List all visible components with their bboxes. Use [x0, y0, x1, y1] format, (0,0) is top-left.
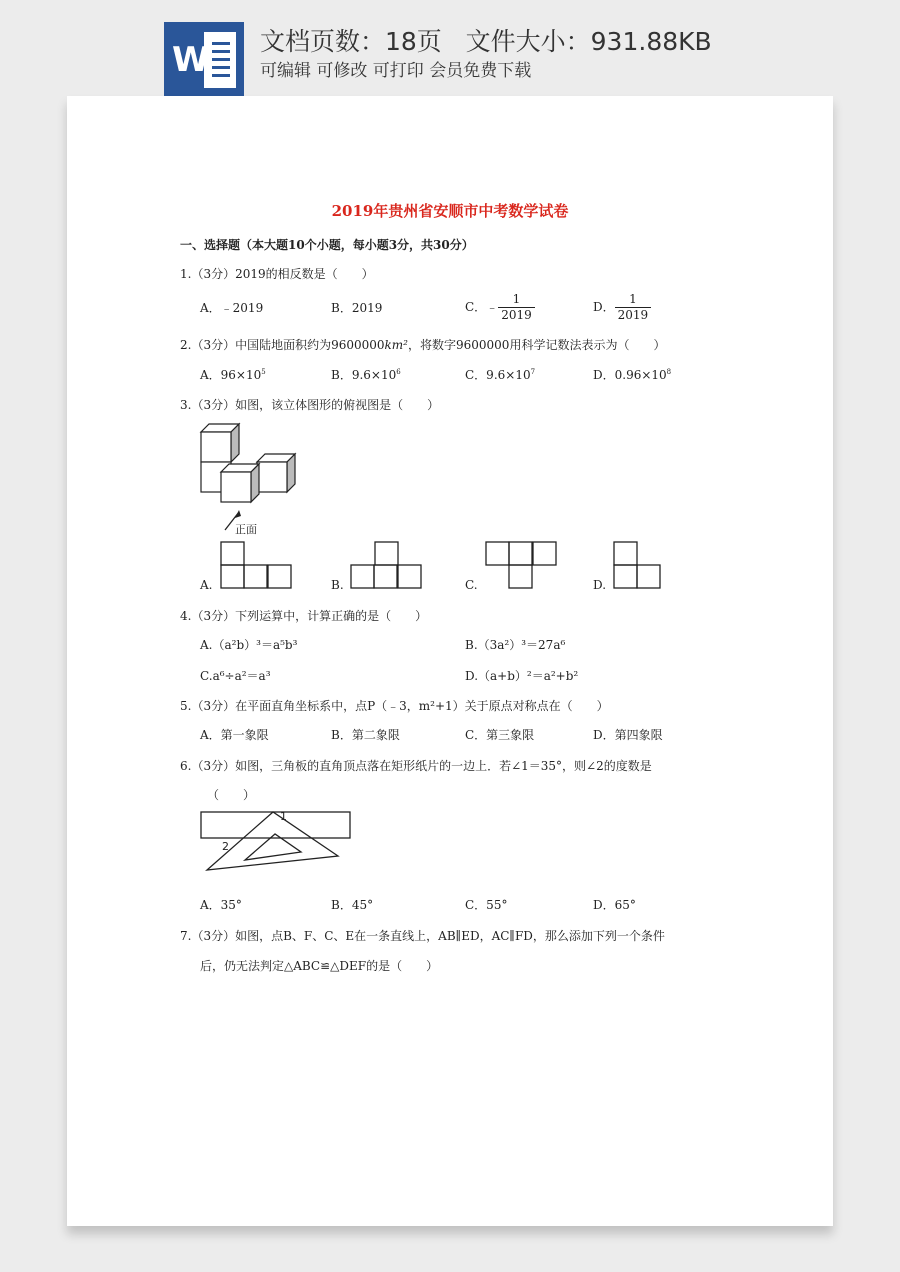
word-document-icon: W: [164, 22, 244, 96]
q1-option-c: C．﹣ $\frac{1}{2019}$: [465, 292, 535, 323]
q3-option-d-label: D.: [593, 578, 607, 592]
question-3: 3.（3分）如图，该立体图形的俯视图是（ ）: [180, 398, 440, 412]
q2-option-b: B．$9.6\times 10^6$: [331, 368, 401, 382]
question-7-continued: 后，仍无法判定△ABC≌△DEF的是（ ）: [200, 959, 439, 973]
q4-option-c: C.a⁶÷a²＝a³: [200, 669, 271, 683]
q3-option-a-label: A.: [200, 578, 213, 592]
document-info: 文档页数：18页 文件大小：931.88KB: [260, 27, 712, 56]
download-banner: [0, 0, 900, 96]
q6-option-c: C．55°: [465, 898, 508, 912]
q3-option-a-figure: [220, 541, 295, 591]
exam-title: 2019年贵州省安顺市中考数学试卷: [331, 202, 569, 220]
question-7: 7.（3分）如图，点B、F、C、E在一条直线上，AB∥ED，AC∥FD，那么添加下列一个条件: [180, 929, 665, 943]
q2-option-a: A．$96\times 10^5$: [200, 368, 266, 382]
question-4: 4.（3分）下列运算中，计算正确的是（ ）: [180, 609, 428, 623]
q5-option-d: D．第四象限: [593, 728, 663, 742]
q6-option-d: D．65°: [593, 898, 636, 912]
question-2: 2.（3分）中国陆地面积约为9600000km²，将数字9600000用科学记数法表示为（ ）: [180, 338, 666, 352]
q3-option-c-label: C.: [465, 578, 478, 592]
q4-option-b: B.（3a²）³＝27a⁶: [465, 638, 566, 652]
q5-option-b: B．第二象限: [331, 728, 400, 742]
angle-2-label: 2: [222, 840, 229, 853]
q3-option-b-label: B.: [331, 578, 344, 592]
q6-option-b: B．45°: [331, 898, 374, 912]
question-6: 6.（3分）如图，三角板的直角顶点落在矩形纸片的一边上．若∠1＝35°，则∠2的度数是: [180, 759, 652, 773]
q5-option-a: A．第一象限: [200, 728, 269, 742]
triangle-ruler-figure: [197, 806, 352, 886]
question-5: 5.（3分）在平面直角坐标系中，点P（﹣3，m²+1）关于原点对称点在（ ）: [180, 699, 609, 713]
q1-option-d: D． $\frac{1}{2019}$: [593, 292, 651, 323]
angle-1-label: 1: [280, 810, 287, 823]
q2-option-c: C．$9.6\times 10^7$: [465, 368, 536, 382]
q4-option-a: A.（a²b）³＝a⁵b³: [200, 638, 298, 652]
q3-option-b-figure: [350, 541, 425, 591]
question-1: 1.（3分）2019的相反数是（ ）: [180, 267, 374, 281]
q3-option-c-figure: [485, 541, 560, 591]
document-page: [67, 96, 833, 1226]
q2-option-d: D．$0.96\times 10^8$: [593, 368, 672, 382]
question-6-bracket: （ ）: [207, 788, 256, 802]
q1-option-a: A．﹣2019: [200, 301, 264, 315]
section-heading: 一、选择题（本大题10个小题，每小题3分，共30分）: [180, 238, 474, 252]
q5-option-c: C．第三象限: [465, 728, 535, 742]
document-features: 可编辑 可修改 可打印 会员免费下载: [260, 61, 532, 81]
q6-option-a: A．35°: [200, 898, 242, 912]
q4-option-d: D.（a+b）²＝a²+b²: [465, 669, 579, 683]
q1-option-b: B．2019: [331, 301, 383, 315]
q3-option-d-figure: [613, 541, 665, 591]
front-label: 正面: [235, 523, 257, 536]
